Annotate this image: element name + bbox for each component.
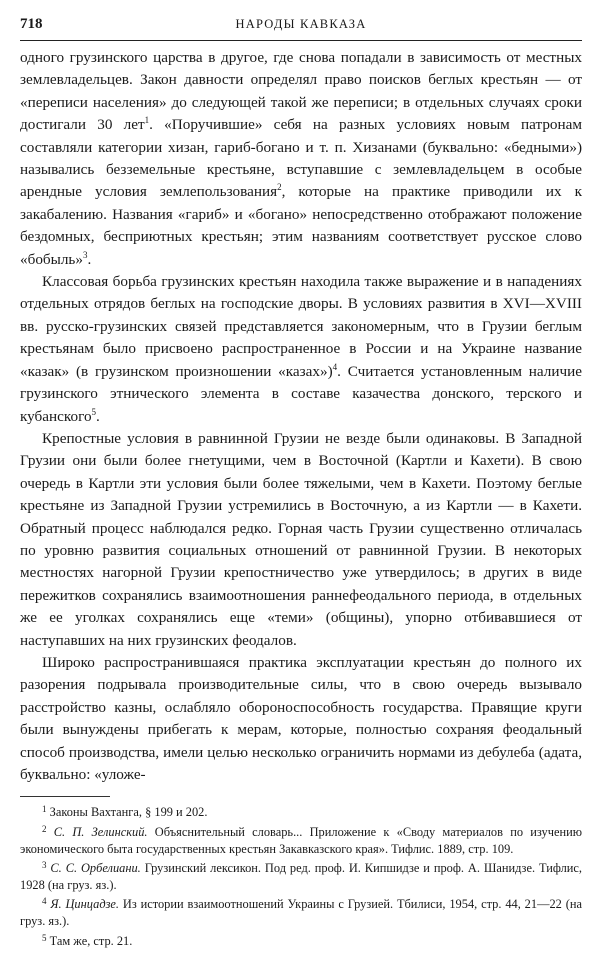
text-run: одного грузинского царства в другое, где снова попадали в зависимость от местных землевладельцев. Закон давности определял право поисков беглых крестьян — от «переписи населения» до следующей такой же переписи; в отдельных случаях сроки достигали 30 лет bbox=[20, 49, 582, 134]
text-run: . «Поручившие» себя на разных условиях новым патронам составляли категории хизан, гариб-богано и т. п. Хизанами (буквально: «бедными») назывались безземельные крестьяне, вступавшие с землевладельцем в особые арендные условия землепользования bbox=[20, 116, 582, 201]
footnote-text: Объяснительный словарь... Приложение к «Своду материалов по изучению экономического быта государственных крестьян Закавказского края». Тифлис. 1889, стр. 109. bbox=[20, 825, 582, 856]
footnote bbox=[20, 857, 582, 893]
running-title: НАРОДЫ КАВКАЗА bbox=[235, 17, 367, 31]
header-rule bbox=[20, 40, 582, 41]
page-header bbox=[20, 12, 582, 40]
text-run: Широко распространившаяся практика эксплуатации крестьян до полного их разорения подрывала производительные силы, что в свою очередь вызывало расстройство казны, ослабляло обороноспособность государства. Правящие круги были вынуждены прибегать к мерам, которые, полностью сохраняя феодальный способ производства, имели целью несколько ограничить нормами из дебулеба (адата, буквально: «уложе- bbox=[20, 653, 582, 783]
text-run: . bbox=[87, 250, 92, 268]
footnote-mark: 4 bbox=[42, 896, 47, 907]
footnote-text: Грузинский лексикон. Под ред. проф. И. Кипшидзе и проф. А. Шанидзе. Тифлис, 1928 (на груз. яз.). bbox=[20, 861, 582, 892]
paragraph bbox=[20, 428, 582, 652]
footnote-rule bbox=[20, 796, 110, 797]
text-run: Классовая борьба грузинских крестьян находила также выражение и в нападениях отдельных отрядов беглых на господские дворы. В условиях развития в XVI—XVIII вв. русско-грузинских связей представляется закономерным, что в Грузии беглым крестьянам было присвоено распространенное в России и на Украине название «казак» (в грузинском произношении «казах») bbox=[20, 273, 582, 380]
footnote-ref: 3 bbox=[82, 249, 88, 260]
footnote-ref: 2 bbox=[277, 182, 282, 193]
body-text bbox=[20, 47, 582, 786]
footnote-text: Из истории взаимоотношений Украины с Грузией. Тбилиси, 1954, стр. 44, 21—22 (на груз. яз.). bbox=[20, 897, 582, 928]
footnote-mark: 5 bbox=[42, 932, 47, 943]
paragraph bbox=[20, 652, 582, 786]
footnote-ref: 5 bbox=[91, 406, 97, 417]
footnote-author: С. П. Зелинский. bbox=[53, 825, 148, 839]
footnote bbox=[20, 821, 582, 857]
footnote-mark: 1 bbox=[42, 804, 47, 815]
text-run: Крепостные условия в равнинной Грузии не везде были одинаковы. В Западной Грузии они были более гнетущими, чем в Восточной (Картли и Кахети). В свою очередь в Картли эти условия были более тяжелыми, чем в Кахети. Поэтому беглые крестьяне из Западной Грузии устремились в Восточную, а из Картли — в Кахети. Обратный процесс наблюдался редко. Горная часть Грузии существенно отличалась по уровню развития социальных отношений от равнинной Грузии. В некоторых местностях нагорной Грузии крепостничество уже утвердилось; в других в виде пережитков сохранялись взаимоотношения раннефеодального периода, в отдельных же ее уголках сохранялись еще «теми» (общины), упорно отбивавшиеся от наступавших на них грузинских феодалов. bbox=[20, 429, 582, 649]
text-run: , которые на практике приводили их к закабалению. Названия «гариб» и «богано» непосредственно отображают положение бездомных, бесприютных крестьян; этим названиям соответствует русское слово «бобыль» bbox=[20, 183, 582, 268]
footnotes bbox=[20, 801, 582, 949]
footnote-text: Законы Вахтанга, § 199 и 202. bbox=[49, 805, 208, 820]
text-run: . Считается установленным наличие грузинского этнического элемента в составе казачества донского, терского и кубанского bbox=[20, 362, 582, 425]
paragraph bbox=[20, 271, 582, 428]
text-run: . bbox=[96, 407, 100, 425]
footnote-author: С. С. Орбелиани. bbox=[50, 861, 141, 876]
footnote-ref: 1 bbox=[144, 115, 150, 126]
page-number: 718 bbox=[20, 16, 43, 32]
footnote bbox=[20, 930, 582, 950]
paragraph bbox=[20, 47, 582, 271]
footnote bbox=[20, 893, 582, 929]
footnote-ref: 4 bbox=[332, 361, 338, 372]
footnote-mark: 3 bbox=[42, 860, 47, 871]
footnote-text: Там же, стр. 21. bbox=[49, 933, 133, 948]
footnote-author: Я. Цинцадзе. bbox=[50, 897, 120, 912]
footnote-mark: 2 bbox=[42, 824, 47, 834]
footnote bbox=[20, 801, 582, 821]
